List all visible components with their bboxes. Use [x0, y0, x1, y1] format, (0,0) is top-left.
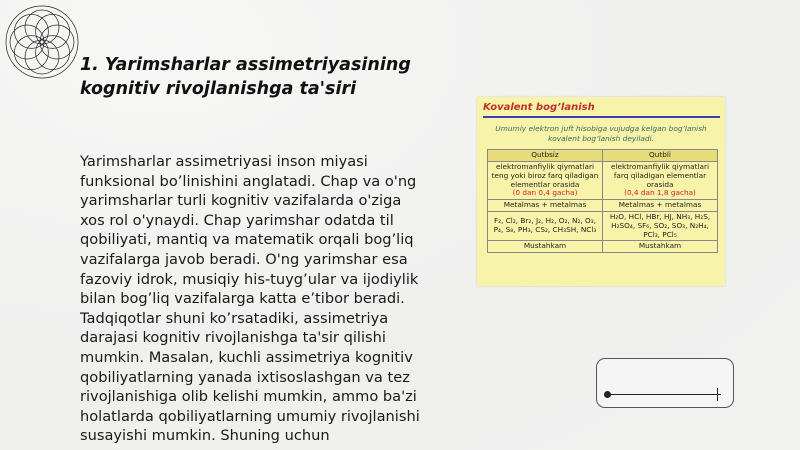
slide-title-line-1: 1. Yarimsharlar assimetriyasining	[80, 55, 411, 75]
figure-title-rule	[483, 116, 720, 118]
polar-description	[603, 162, 718, 200]
media-dot-icon[interactable]	[604, 391, 611, 398]
nonpolar-desc-text: elektromanfiylik qiymatlari teng yoki biroz farq qiladigan elementlar orasida	[491, 162, 599, 189]
slide-title	[80, 53, 460, 101]
table-row	[488, 200, 718, 212]
slide-body-text: Yarimsharlar assimetriyasi inson miyasi funksional bo’linishini anglatadi. Chap va o'ng yarimsharlar turli kognitiv vazifalarda o'ziga xos rol o'ynaydi. Chap yarimshar odatda til qobiliyati, mantiq va matematik orqali bog’liq vazifalarga javob beradi. O'ng yarimshar esa fazoviy idrok, musiqiy his-tuyg’ular va ijodiylik bilan bog’liq vazifalarga katta e’tibor beradi. Tadqiqotlar shuni ko’rsatadiki, assimetriya darajasi kognitiv rivojlanishga ta'sir qilishi mumkin. Masalan, kuchli assimetriya kognitiv qobiliyatlarning yanada ixtisoslashgan va tez rivojlanishiga olib kelishi mumkin, ammo ba'zi holatlarda qobiliyatlarning umumiy rivojlanishi susayishi mumkin. Shuning uchun	[80, 153, 420, 445]
table-row	[488, 150, 718, 162]
nonpolar-examples: F₂, Cl₂, Br₂, J₂, H₂, O₂, N₂, O₃, P₄, S₈, PH₃, CS₂, CH₃SH, NCl₃	[488, 211, 603, 240]
media-player-control[interactable]	[596, 358, 734, 408]
spirograph-logo-icon	[3, 3, 81, 81]
figure-subtitle: Umumiy elektron juft hisobiga vujudga kelgan bog’lanish kovalent bog’lanish deyiladi.	[495, 124, 707, 143]
figure-title: Kovalent bog’lanish	[483, 102, 595, 113]
media-progress-track[interactable]	[610, 394, 720, 395]
table-row	[488, 241, 718, 253]
header-nonpolar: Qutbsiz	[488, 150, 603, 162]
media-end-marker-bar	[714, 394, 721, 395]
polar-range: (0,4 dan 1,8 gacha)	[624, 188, 696, 198]
nonpolar-description	[488, 162, 603, 200]
table-row	[488, 211, 718, 240]
header-polar: Qutbli	[603, 150, 718, 162]
polar-strength: Mustahkam	[603, 241, 718, 253]
polar-types: Metalmas + metalmas	[603, 200, 718, 212]
slide-title-line-2: kognitiv rivojlanishga ta'siri	[80, 79, 357, 99]
covalent-bond-figure	[477, 97, 725, 286]
polar-examples: H₂O, HCl, HBr, HJ, NH₃, H₂S, H₂SO₄, SF₆, SO₂, SO₃, N₂H₄, PCl₃, PCl₅	[603, 211, 718, 240]
nonpolar-range: (0 dan 0,4 gacha)	[512, 188, 578, 198]
bond-comparison-table	[487, 149, 718, 253]
polar-desc-text: elektromanfiylik qiymatlari farq qiladigan elementlar orasida	[610, 162, 710, 189]
table-row	[488, 162, 718, 200]
nonpolar-strength: Mustahkam	[488, 241, 603, 253]
nonpolar-types: Metalmas + metalmas	[488, 200, 603, 212]
